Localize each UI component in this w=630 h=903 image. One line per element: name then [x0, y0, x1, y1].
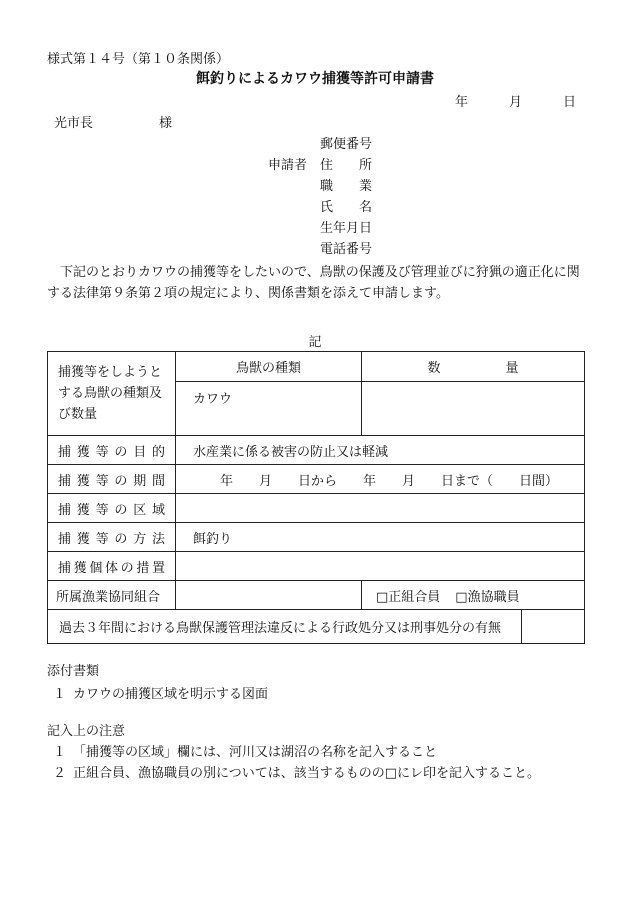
attachment-item [53, 683, 268, 702]
area-label: 捕獲等の区域 [48, 494, 176, 523]
coop-membership-options [362, 581, 585, 610]
ki-heading: 記 [308, 335, 322, 350]
table-row [48, 494, 585, 523]
coop-label: 所属漁業協同組合 [48, 581, 176, 610]
date-day-label: 日 [563, 95, 577, 110]
applicant-occupation-label: 職 業 [320, 179, 373, 194]
coop-option-member-checkbox[interactable]: □正組合員 [376, 589, 441, 605]
quantity-header: 数 量 [362, 352, 585, 382]
note-item-number: １ [53, 745, 67, 760]
method-value: 餌釣り [176, 523, 585, 552]
note-item-number: ２ [53, 766, 67, 781]
method-label: 捕獲等の方法 [48, 523, 176, 552]
applicant-postal-code-label: 郵便番号 [320, 137, 373, 152]
date-year-label: 年 [455, 95, 469, 110]
violation-input[interactable] [522, 610, 585, 644]
period-label: 捕獲等の期間 [48, 465, 176, 494]
species-label: 捕獲等をしようとする鳥獣の種類及び数量 [48, 352, 176, 436]
table-row [48, 523, 585, 552]
purpose-label: 捕獲等の目的 [48, 436, 176, 465]
attachment-item-number: １ [53, 687, 67, 702]
addressee-honorific: 様 [159, 116, 173, 131]
table-row [48, 352, 585, 382]
addressee [54, 112, 172, 131]
species-header: 鳥獣の種類 [176, 352, 362, 382]
notes-heading: 記入上の注意 [47, 724, 126, 739]
violation-label: 過去３年間における鳥獣保護管理法違反による行政処分又は刑事処分の有無 [48, 610, 522, 644]
applicant-address-label: 住 所 [320, 158, 373, 173]
period-value[interactable]: 年 月 日から 年 月 日まで（ 日間） [176, 465, 585, 494]
page-title: 餌釣りによるカワウ捕獲等許可申請書 [196, 71, 434, 87]
species-value: カワウ [176, 382, 362, 436]
applicant-label: 申請者 [268, 158, 308, 173]
disposal-input[interactable] [176, 552, 585, 581]
form-number: 様式第１４号（第１０条関係） [47, 52, 230, 67]
applicant-name-label: 氏 名 [320, 200, 373, 215]
table-row [48, 552, 585, 581]
attachment-item-text: カワウの捕獲区域を明示する図面 [73, 687, 269, 702]
date-month-label: 月 [509, 95, 523, 110]
disposal-label: 捕獲個体の措置 [48, 552, 176, 581]
note-item-text: 「捕獲等の区域」欄には、河川又は湖沼の名称を記入すること [73, 745, 438, 760]
table-row [48, 610, 585, 644]
attachments-heading: 添付書類 [47, 664, 100, 679]
note-item [53, 762, 540, 781]
application-table [47, 351, 585, 644]
applicant-birthdate-label: 生年月日 [320, 221, 373, 236]
table-row [48, 465, 585, 494]
note-item-text: 正組合員、漁協職員の別については、該当するものの□にレ印を記入すること。 [73, 766, 541, 781]
coop-name-input[interactable] [176, 581, 362, 610]
coop-option-staff-checkbox[interactable]: □漁協職員 [455, 589, 520, 605]
purpose-value: 水産業に係る被害の防止又は軽減 [176, 436, 585, 465]
body-text: 下記のとおりカワウの捕獲等をしたいので、鳥獣の保護及び管理並びに狩猟の適正化に関する法律第９条第２項の規定により、関係書類を添えて申請します。 [47, 265, 580, 301]
note-item [53, 741, 437, 760]
quantity-input[interactable] [362, 382, 585, 436]
addressee-name: 光市長 [54, 116, 94, 131]
table-row [48, 436, 585, 465]
applicant-phone-label: 電話番号 [320, 242, 373, 257]
area-input[interactable] [176, 494, 585, 523]
table-row [48, 581, 585, 610]
